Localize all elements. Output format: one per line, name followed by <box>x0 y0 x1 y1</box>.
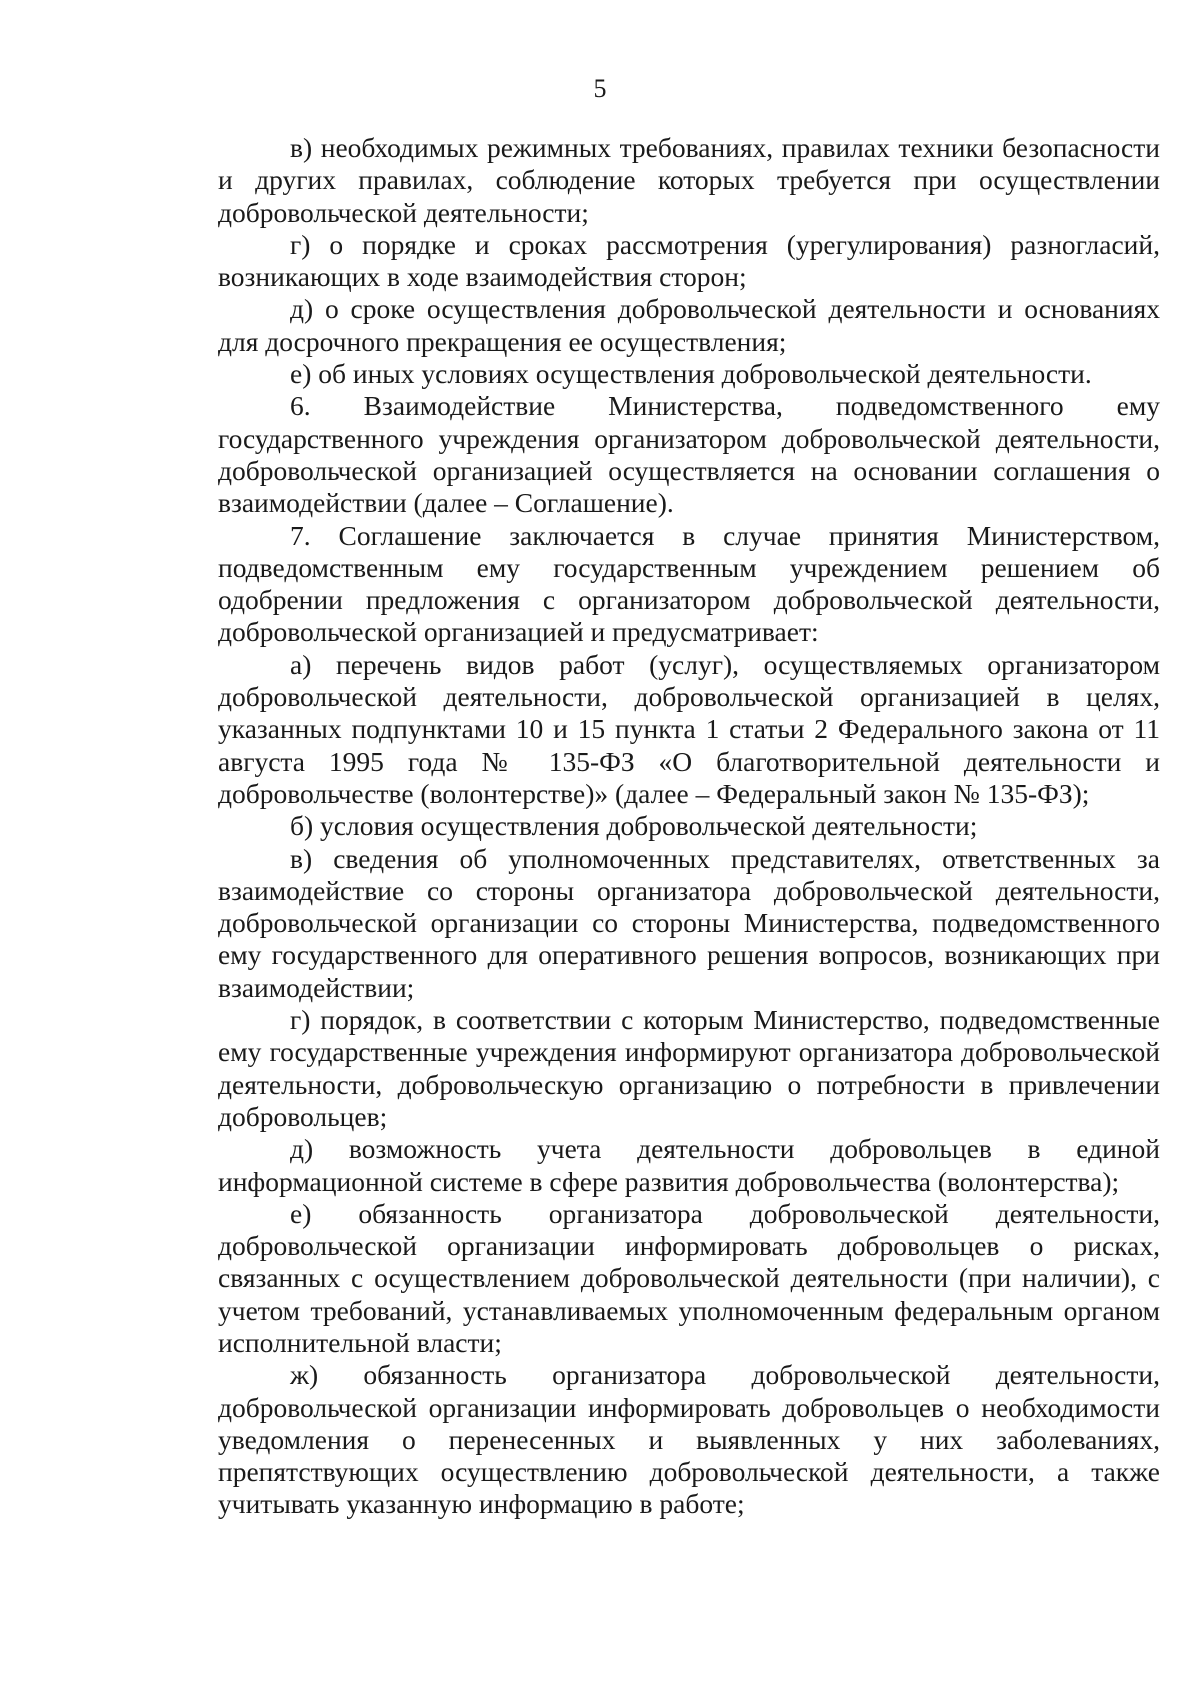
paragraph-zh-notification-duty: ж) обязанность организатора добровольческой деятельности, добровольческой организации информировать добровольцев о необходимости уведомления о перенесенных и выявленных у них заболеваниях, препятствующих осуществлению добровольческой деятельности, а также учитывать указанную информацию в работе; <box>218 1359 1160 1520</box>
paragraph-a-work-types: а) перечень видов работ (услуг), осуществляемых организатором добровольческой деятельности, добровольческой организацией в целях, указанных подпунктами 10 и 15 пункта 1 статьи 2 Федерального закона от 11 августа 1995 года № 135-ФЗ «О благотворительной деятельности и добровольчестве (волонтерстве)» (далее – Федеральный закон № 135-ФЗ); <box>218 648 1160 809</box>
paragraph-g-procedure: г) порядок, в соответствии с которым Министерство, подведомственные ему государственные учреждения информируют организатора добровольческой деятельности, добровольческую организацию о потребности в привлечении добровольцев; <box>218 1004 1160 1132</box>
paragraph-item-6: 6. Взаимодействие Министерства, подведомственного ему государственного учреждения организатором добровольческой деятельности, добровольческой организацией осуществляется на основании соглашения о взаимодействии (далее – Соглашение). <box>218 390 1160 519</box>
paragraph-d-accounting: д) возможность учета деятельности добровольцев в единой информационной системе в сфере развития добровольчества (волонтерства); <box>218 1133 1160 1197</box>
paragraph-e-risk-duty: е) обязанность организатора добровольческой деятельности, добровольческой организации информировать добровольцев о рисках, связанных с осуществлением добровольческой деятельности (при наличии), с учетом требований, устанавливаемых уполномоченным федеральным органом исполнительной власти; <box>218 1197 1160 1358</box>
paragraph-g-disagreements: г) о порядке и сроках рассмотрения (урегулирования) разногласий, возникающих в ходе взаимодействия сторон; <box>218 228 1160 293</box>
page-number: 5 <box>593 74 607 103</box>
paragraph-v-representatives: в) сведения об уполномоченных представителях, ответственных за взаимодействие со стороны организатора добровольческой деятельности, добровольческой организации со стороны Министерства, подведомственного ему государственного для оперативного решения вопросов, возникающих при взаимодействии; <box>218 842 1160 1003</box>
paragraph-v-safety-requirements: в) необходимых режимных требованиях, правилах техники безопасности и других правилах, соблюдение которых требуется при осуществлении добровольческой деятельности; <box>218 132 1160 228</box>
document-body <box>218 132 1160 1521</box>
paragraph-item-7: 7. Соглашение заключается в случае принятия Министерством, подведомственным ему государственным учреждением решением об одобрении предложения с организатором добровольческой деятельности, добровольческой организацией и предусматривает: <box>218 519 1160 648</box>
paragraph-d-term: д) о сроке осуществления добровольческой деятельности и основаниях для досрочного прекращения ее осуществления; <box>218 293 1160 357</box>
paragraph-b-conditions: б) условия осуществления добровольческой деятельности; <box>290 810 978 842</box>
paragraph-e-other-conditions: е) об иных условиях осуществления добровольческой деятельности. <box>290 358 1092 390</box>
